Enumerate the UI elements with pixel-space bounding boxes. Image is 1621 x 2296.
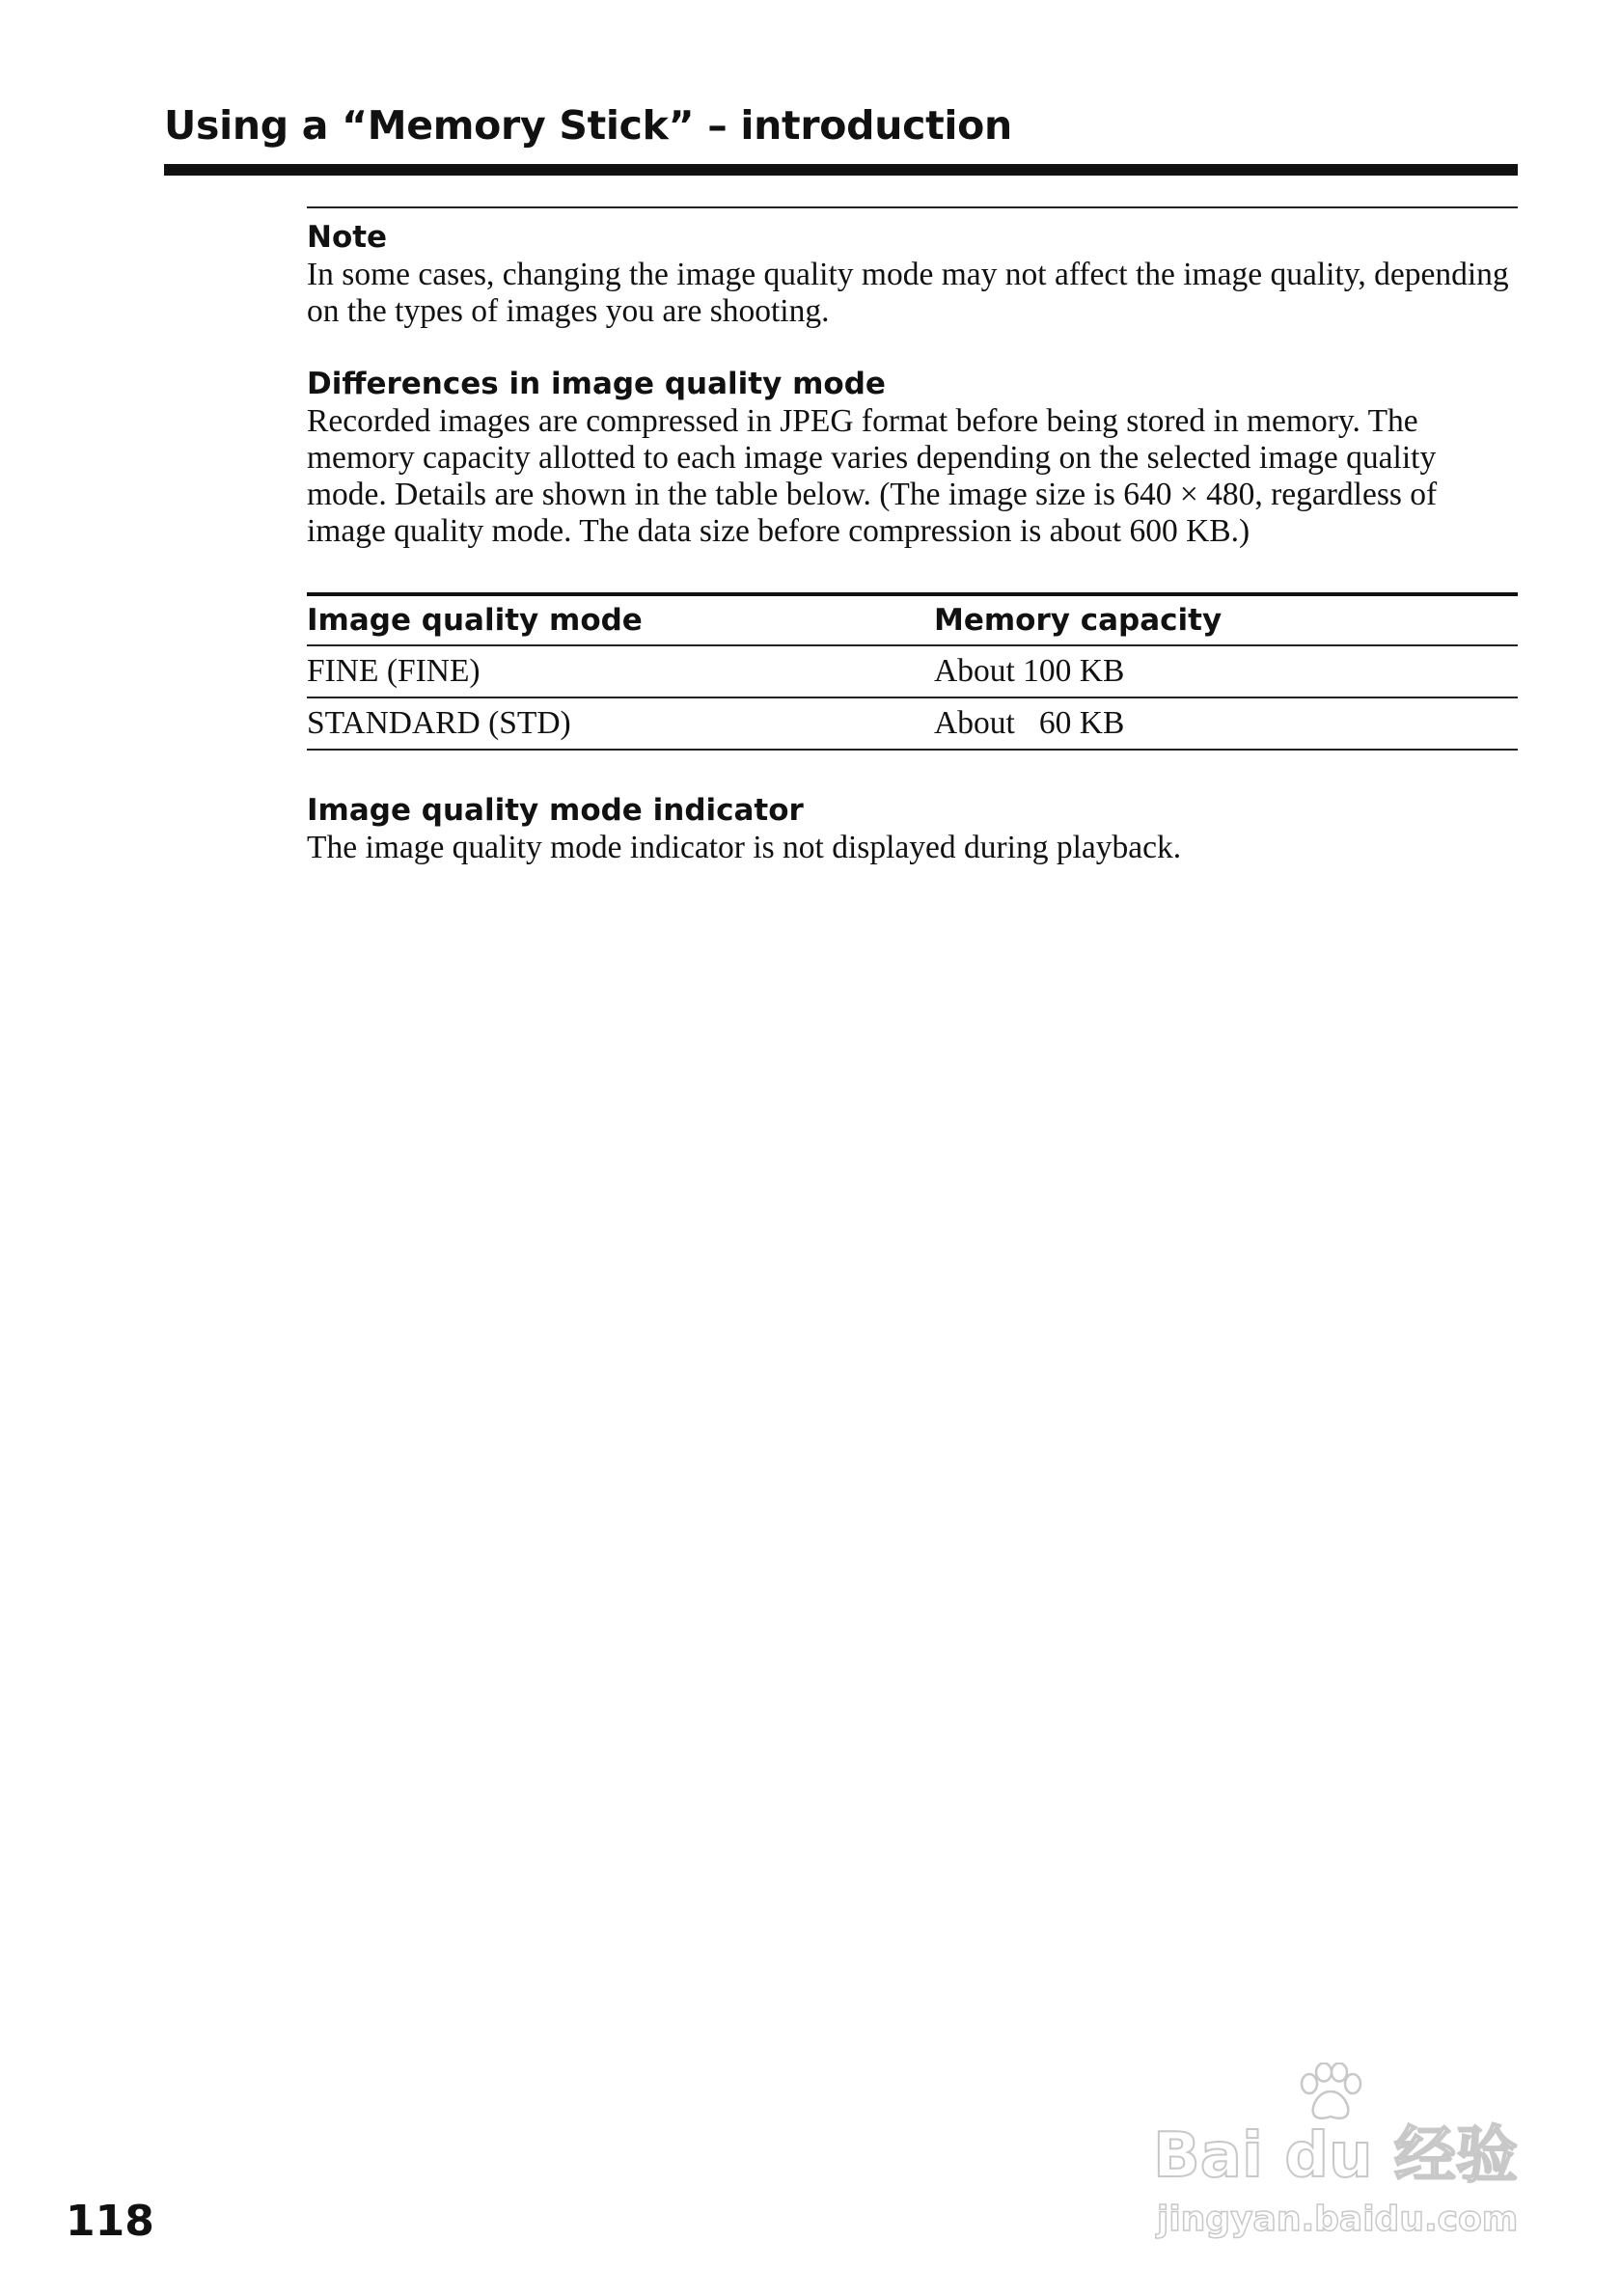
baidu-watermark: [1153, 2063, 1529, 2255]
table-header-cell: Memory capacity: [934, 594, 1518, 645]
paw-icon: [1296, 2063, 1363, 2122]
note-divider: [307, 206, 1518, 208]
table-cell: FINE (FINE): [307, 645, 934, 697]
note-heading: Note: [307, 220, 388, 255]
table-cell: About 100 KB: [934, 645, 1518, 697]
indicator-text: The image quality mode indicator is not displayed during playback.: [307, 830, 1182, 865]
differences-section: [307, 365, 1518, 550]
watermark-url: jingyan.baidu.com: [1157, 2200, 1519, 2239]
note-section: [307, 218, 1518, 330]
differences-text: Recorded images are compressed in JPEG format before being stored in memory. The memory capacity allotted to each image varies depending on the selected image quality mode. Details are shown in the table below. (The image size is 640 × 480, regardless of image quality mode. The data size before compression is about 600 KB.): [307, 403, 1438, 549]
page-number: 118: [66, 2197, 154, 2246]
quality-mode-table: [307, 592, 1518, 751]
indicator-section: [307, 791, 1518, 866]
page-title: Using a “Memory Stick” – introduction: [164, 102, 1012, 149]
table-header-row: [307, 594, 1518, 645]
table-cell: STANDARD (STD): [307, 697, 934, 750]
watermark-logo: Bai du 经验: [1153, 2120, 1518, 2192]
page-content: [307, 206, 1518, 866]
table-row: [307, 645, 1518, 697]
table-header-cell: Image quality mode: [307, 594, 934, 645]
header-rule: [164, 164, 1518, 176]
differences-heading: Differences in image quality mode: [307, 367, 886, 401]
table-row: [307, 697, 1518, 750]
note-text: In some cases, changing the image quality mode may not affect the image quality, depending on the types of images you are shooting.: [307, 257, 1509, 329]
indicator-heading: Image quality mode indicator: [307, 793, 804, 828]
table-cell: About 60 KB: [934, 697, 1518, 750]
